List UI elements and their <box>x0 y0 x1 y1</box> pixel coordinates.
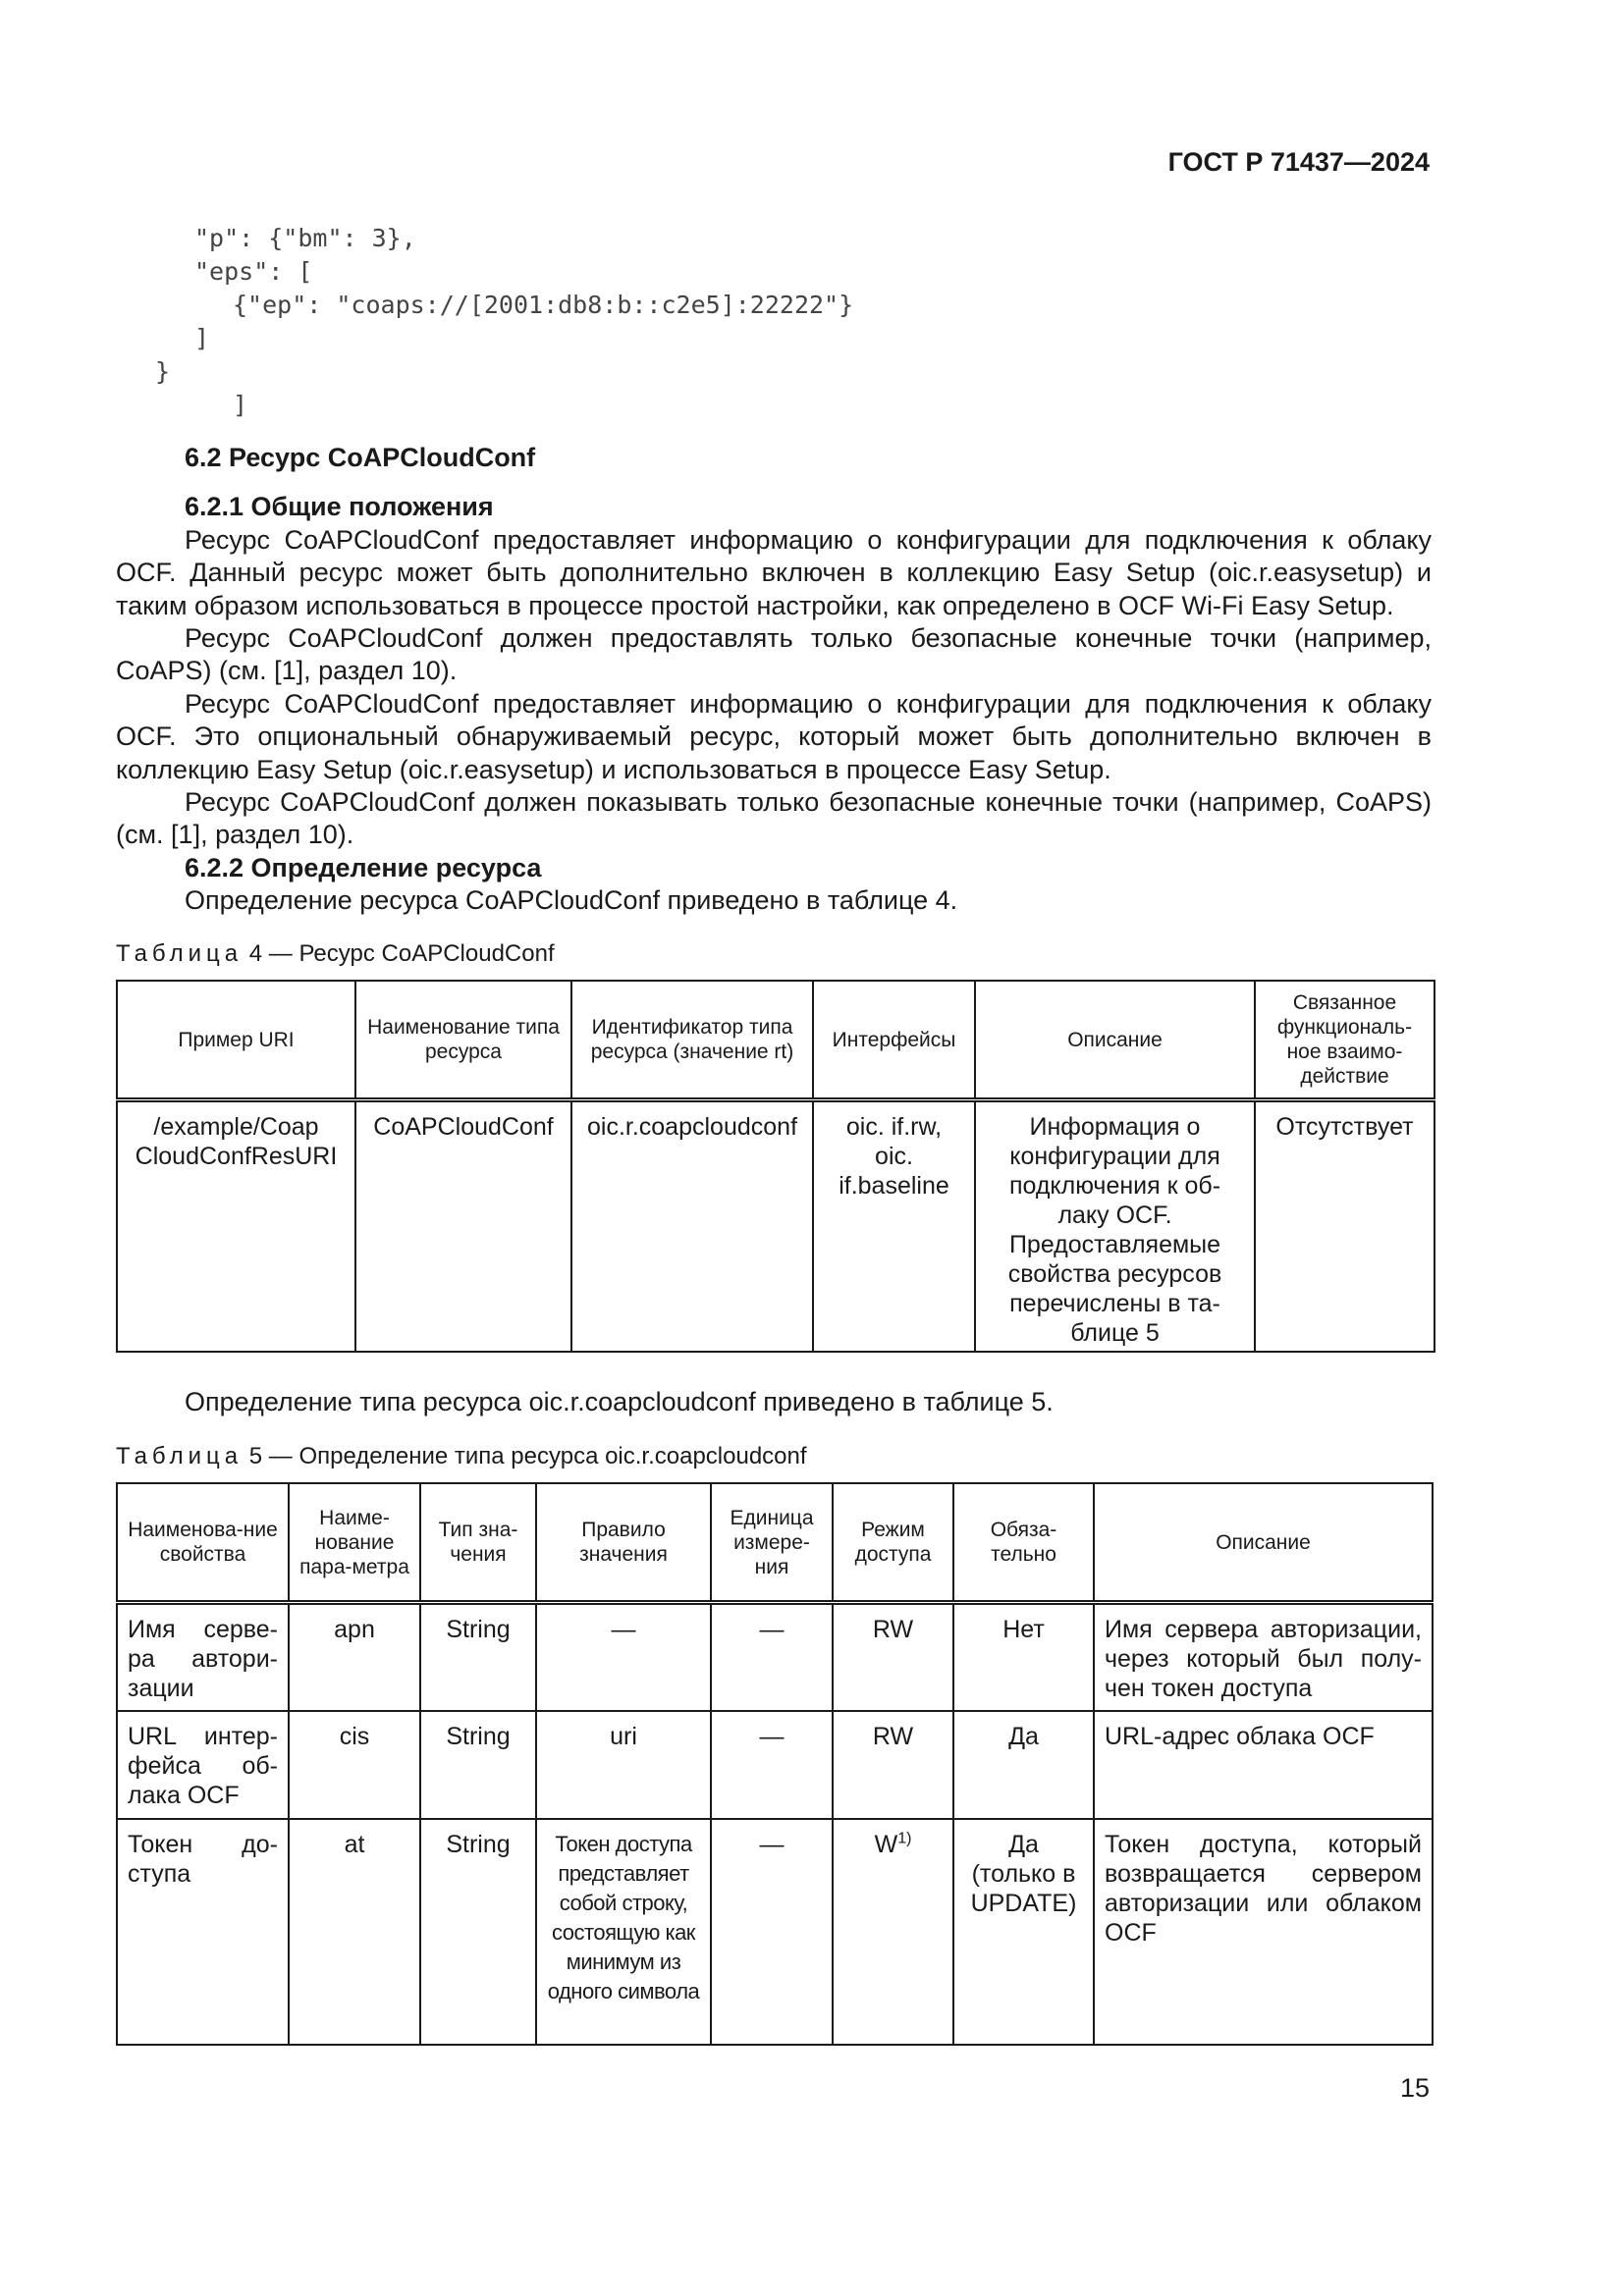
document-standard-number: ГОСТ Р 71437—2024 <box>1167 147 1430 177</box>
table-cell: — <box>711 1819 833 2045</box>
table-header-cell: Режим доступа <box>833 1483 953 1603</box>
table-cell: Да <box>953 1711 1094 1819</box>
table-header-row <box>117 1483 1433 1603</box>
table-header-cell: Описание <box>1094 1483 1433 1603</box>
section-heading-6-2-2: 6.2.2 Определение ресурса <box>185 853 542 882</box>
table-cell: String <box>420 1819 536 2045</box>
table-header-cell: Наименова-ние свойства <box>117 1483 289 1603</box>
table-cell: Имя сервера авторизации, через который был полу-чен токен доступа <box>1094 1603 1433 1711</box>
table5-caption <box>116 1443 807 1470</box>
code-line: ] <box>194 324 210 352</box>
table-header-cell: Описание <box>975 981 1255 1100</box>
table-cell: URL-адрес облака OCF <box>1094 1711 1433 1819</box>
table-cell: Токен доступа представляет собой строку, состоящую как минимум из одного символа <box>536 1819 711 2045</box>
table-cell: — <box>711 1603 833 1711</box>
table-header-cell: Наименование типа ресурса <box>355 981 571 1100</box>
paragraph: Ресурс CoAPCloudConf должен предоставлять только безопасные конечные точки (например, CoAPS) (см. [1], раздел 10). <box>116 623 1432 686</box>
table4-caption-text: 4 — Ресурс CoAPCloudConf <box>248 940 555 967</box>
table4-caption <box>116 940 555 968</box>
table-cell: RW <box>833 1711 953 1819</box>
table-cell: RW <box>833 1603 953 1711</box>
table-row <box>117 1819 1433 2045</box>
table-row <box>117 1100 1435 1352</box>
table-header-cell: Идентификатор типа ресурса (значение rt) <box>571 981 813 1100</box>
paragraph: Определение типа ресурса oic.r.coapcloudconf приведено в таблице 5. <box>185 1387 1054 1416</box>
page-number: 15 <box>1399 2073 1430 2103</box>
table-cell: Информация о конфигурации для подключения к об-лаку OCF. Предоставляемые свойства ресурсов перечислены в та-блице 5 <box>975 1100 1255 1352</box>
table-cell: — <box>711 1711 833 1819</box>
table-cell: Имя серве-ра автори-зации <box>117 1603 289 1711</box>
access-mode-cell <box>833 1819 953 2045</box>
table-cell: String <box>420 1711 536 1819</box>
table-cell: Токен доступа, который возвращается сервером авторизации или облаком OCF <box>1094 1819 1433 2045</box>
paragraph: Ресурс CoAPCloudConf должен показывать только безопасные конечные точки (например, CoAPS) (см. [1], раздел 10). <box>116 787 1432 850</box>
footnote-mark: 1) <box>897 1830 912 1847</box>
table-cell: — <box>536 1603 711 1711</box>
table5-caption-text: 5 — Определение типа ресурса oic.r.coapcloudconf <box>248 1443 807 1469</box>
table-cell: Нет <box>953 1603 1094 1711</box>
table-cell: at <box>289 1819 420 2045</box>
table-row <box>117 1603 1433 1711</box>
table-header-cell: Тип зна-чения <box>420 1483 536 1603</box>
section-heading-6-2: 6.2 Ресурс CoAPCloudConf <box>185 443 536 472</box>
paragraph: Определение ресурса CoAPCloudConf приведено в таблице 4. <box>185 885 958 915</box>
section-heading-6-2-1: 6.2.1 Общие положения <box>185 492 494 521</box>
table-cell: CoAPCloudConf <box>355 1100 571 1352</box>
table-cell: Да (только в UPDATE) <box>953 1819 1094 2045</box>
table-cell: Токен до-ступа <box>117 1819 289 2045</box>
paragraph: Ресурс CoAPCloudConf предоставляет информацию о конфигурации для подключения к облаку OCF. Это опциональный обнаруживаемый ресурс, который может быть дополнительно включен в коллекцию Easy Setup (oic.r.easysetup) и использоваться в процессе Easy Setup. <box>116 689 1432 784</box>
code-line: "eps": [ <box>194 257 313 286</box>
table-row <box>117 1711 1433 1819</box>
access-mode-value: W <box>874 1830 898 1858</box>
code-line: } <box>155 357 171 386</box>
table-cell: oic. if.rw, oic. if.baseline <box>813 1100 975 1352</box>
code-line: ] <box>233 391 248 419</box>
table-header-cell: Единица измере-ния <box>711 1483 833 1603</box>
table-cell: /example/Coap CloudConfResURI <box>117 1100 355 1352</box>
table-header-cell: Пример URI <box>117 981 355 1100</box>
table5-caption-label: Таблица <box>116 1443 244 1469</box>
table-4 <box>116 980 1435 1353</box>
code-line: {"ep": "coaps://[2001:db8:b::c2e5]:22222"} <box>233 291 854 319</box>
code-line: "p": {"bm": 3}, <box>194 224 416 252</box>
table-header-cell: Интерфейсы <box>813 981 975 1100</box>
table4-caption-label: Таблица <box>116 940 244 967</box>
table-cell: oic.r.coapcloudconf <box>571 1100 813 1352</box>
table-cell: apn <box>289 1603 420 1711</box>
table-5 <box>116 1482 1434 2046</box>
table-cell: String <box>420 1603 536 1711</box>
table-header-cell: Наиме-нование пара-метра <box>289 1483 420 1603</box>
table-cell: uri <box>536 1711 711 1819</box>
table-header-cell: Правило значения <box>536 1483 711 1603</box>
paragraph: Ресурс CoAPCloudConf предоставляет информацию о конфигурации для подключения к облаку OCF. Данный ресурс может быть дополнительно включен в коллекцию Easy Setup (oic.r.easysetup) и таким образом использоваться в процессе простой настройки, как определено в OCF Wi-Fi Easy Setup. <box>116 525 1432 620</box>
table-header-cell: Связанное функциональ-ное взаимо-действие <box>1255 981 1435 1100</box>
table-cell: Отсутствует <box>1255 1100 1435 1352</box>
table-header-row <box>117 981 1435 1100</box>
table-cell: cis <box>289 1711 420 1819</box>
table-header-cell: Обяза-тельно <box>953 1483 1094 1603</box>
table-cell: URL интер-фейса об-лака OCF <box>117 1711 289 1819</box>
